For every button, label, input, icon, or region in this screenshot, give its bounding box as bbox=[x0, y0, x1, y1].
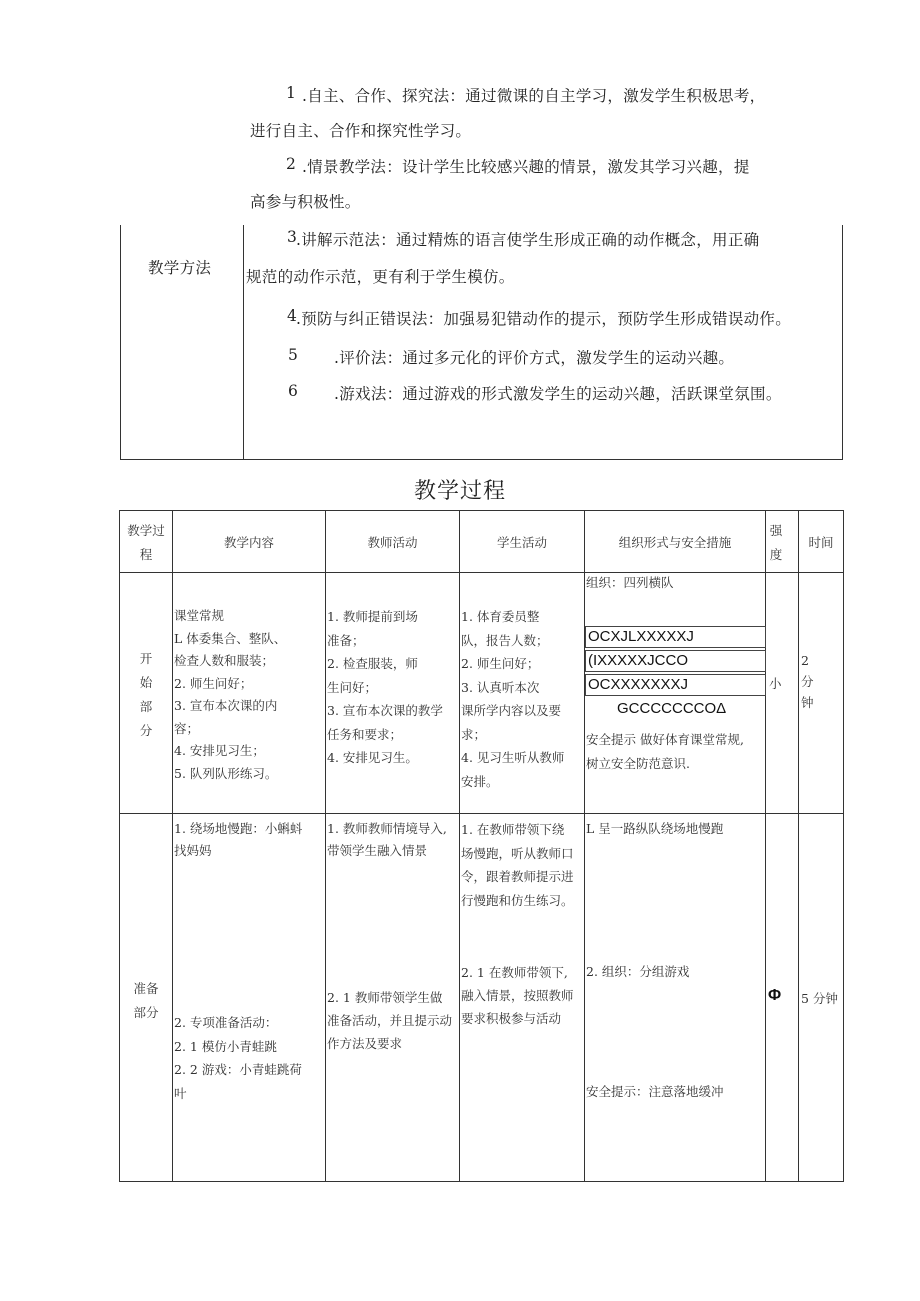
row1-phase-char: 开 bbox=[139, 651, 153, 666]
row2-phase-line: 准备 bbox=[133, 981, 159, 996]
row2-content-line: 找妈妈 bbox=[174, 843, 212, 858]
row1-student-line: 1. 体育委员整 bbox=[461, 609, 540, 624]
row1-time-line: 钟 bbox=[801, 695, 814, 710]
row2-time: 5 分钟 bbox=[801, 991, 838, 1006]
row2-student-line: 场慢跑，听从教师口 bbox=[461, 845, 574, 861]
formation-row-3: OCXXXXXXXJ bbox=[585, 674, 766, 696]
formation-row-2: (IXXXXXJCCO bbox=[585, 650, 766, 672]
row1-teacher bbox=[327, 605, 459, 770]
formation-row-4: GCCCCCCCOΔ bbox=[617, 700, 727, 717]
row2-teacher-a bbox=[327, 818, 461, 862]
table-vline-2 bbox=[325, 510, 326, 1182]
row2-org-b: 2. 组织：分组游戏 bbox=[586, 964, 690, 979]
row2-teacher-line: 准备活动，并且提示动 bbox=[327, 1013, 453, 1028]
header-phase-l1: 教学过 bbox=[127, 523, 165, 538]
row2-content-line: 2. 1 模仿小青蛙跳 bbox=[174, 1038, 277, 1054]
row2-intensity: Φ bbox=[768, 987, 782, 1004]
table-vline-1 bbox=[172, 510, 173, 1182]
row1-content-line: 2. 师生问好； bbox=[174, 675, 253, 691]
row1-student-line: 求； bbox=[461, 726, 487, 742]
row2-student-line: 令，跟着教师提示进 bbox=[461, 869, 574, 884]
header-org: 组织形式与安全措施 bbox=[618, 535, 732, 550]
header-teacher: 教师活动 bbox=[367, 535, 418, 550]
row1-phase-char: 分 bbox=[139, 723, 153, 738]
row1-content-line: 3. 宣布本次课的内 bbox=[174, 698, 278, 713]
method-6-num: 6 bbox=[288, 382, 299, 400]
row1-teacher-line: 任务和要求； bbox=[327, 726, 403, 742]
row2-teacher-b bbox=[327, 986, 461, 1055]
row1-time-line: 分 bbox=[801, 674, 814, 689]
row1-student-line: 3. 认真听本次 bbox=[461, 679, 540, 695]
row1-teacher-line: 准备； bbox=[327, 632, 365, 648]
row2-content-line: 1. 绕场地慢跑：小蝌蚪 bbox=[174, 821, 303, 836]
methods-label: 教学方法 bbox=[148, 259, 212, 277]
header-student: 学生活动 bbox=[496, 535, 547, 550]
row2-teacher-line: 作方法及要求 bbox=[327, 1036, 403, 1051]
method-4-line1: .预防与纠正错误法：加强易犯错动作的提示，预防学生形成错误动作。 bbox=[296, 310, 792, 328]
row2-content-line: 叶 bbox=[174, 1085, 187, 1101]
methods-frame-left bbox=[120, 225, 121, 460]
row1-intensity: 小 bbox=[769, 676, 782, 691]
process-title: 教学过程 bbox=[413, 479, 506, 504]
row1-safety-line: 树立安全防范意识. bbox=[586, 756, 690, 771]
row2-student-line: 行慢跑和仿生练习。 bbox=[461, 892, 574, 908]
header-phase-l2: 程 bbox=[139, 547, 153, 562]
row1-phase bbox=[120, 647, 172, 743]
row2-content-b bbox=[174, 1011, 324, 1105]
header-intensity-l2: 度 bbox=[769, 547, 783, 562]
method-1-line2: 进行自主、合作和探究性学习。 bbox=[250, 122, 472, 140]
method-2-line1: .情景教学法：设计学生比较感兴趣的情景，激发其学习兴趣，提 bbox=[302, 158, 750, 176]
row1-safety-line: 安全提示 做好体育课堂常规, bbox=[586, 732, 744, 747]
row2-content-line: 2. 专项准备活动： bbox=[174, 1015, 278, 1030]
row1-time-line: 2 bbox=[801, 653, 809, 668]
row2-phase-line: 部分 bbox=[133, 1005, 159, 1020]
row2-teacher-line: 1. 教师教师情境导入, bbox=[327, 821, 447, 836]
method-4-num: 4 bbox=[287, 307, 298, 325]
row2-phase bbox=[120, 977, 172, 1025]
methods-frame-divider bbox=[243, 225, 244, 460]
table-line-row1-bottom bbox=[119, 813, 844, 814]
table-vline-7 bbox=[843, 510, 844, 1182]
method-3-line1: .讲解示范法：通过精炼的语言使学生形成正确的动作概念，用正确 bbox=[296, 231, 760, 249]
row1-teacher-line: 1. 教师提前到场 bbox=[327, 609, 418, 624]
row1-content-line: 4. 安排见习生； bbox=[174, 743, 265, 758]
row2-student-line: 融入情景，按照教师 bbox=[461, 988, 574, 1003]
table-vline-0 bbox=[119, 510, 120, 1182]
method-1-line1: .自主、合作、探究法：通过微课的自主学习，激发学生积极思考， bbox=[302, 87, 766, 105]
methods-frame-right bbox=[842, 225, 843, 460]
row2-student-line: 2. 1 在教师带领下, bbox=[461, 965, 568, 980]
row2-student-line: 1. 在教师带领下绕 bbox=[461, 822, 565, 837]
method-2-line2: 高参与积极性。 bbox=[250, 193, 361, 211]
row1-teacher-line: 3. 宣布本次课的教学 bbox=[327, 703, 443, 718]
method-6-line1: .游戏法：通过游戏的形式激发学生的运动兴趣，活跃课堂氛围。 bbox=[334, 385, 782, 403]
row1-content-line: 5. 队列队形练习。 bbox=[174, 765, 278, 781]
row2-org-a: L 呈一路纵队绕场地慢跑 bbox=[586, 821, 724, 836]
row1-teacher-line: 2. 检查服装，师 bbox=[327, 656, 418, 671]
row2-content-line: 2. 2 游戏：小青蛙跳荷 bbox=[174, 1062, 302, 1077]
table-line-header-bottom bbox=[119, 572, 844, 573]
row1-student bbox=[461, 605, 585, 793]
row1-student-line: 课所学内容以及要 bbox=[461, 703, 562, 718]
row1-student-line: 4. 见习生听从教师 bbox=[461, 750, 565, 765]
table-line-bottom bbox=[119, 1181, 844, 1182]
row2-teacher-line: 带领学生融入情景 bbox=[327, 843, 428, 858]
row2-teacher-line: 2. 1 教师带领学生做 bbox=[327, 990, 443, 1005]
row1-student-line: 2. 师生问好； bbox=[461, 656, 540, 671]
row1-content-line: L 体委集合、整队、 bbox=[174, 630, 287, 646]
row2-student-line: 要求积极参与活动 bbox=[461, 1011, 562, 1026]
row1-content-line: 课堂常规 bbox=[174, 608, 225, 623]
row1-time bbox=[801, 650, 814, 713]
method-2-num: 2 bbox=[286, 155, 297, 173]
formation-row-1: OCXJLXXXXXJ bbox=[585, 626, 766, 648]
row1-student-line: 队，报告人数； bbox=[461, 632, 549, 648]
header-time: 时间 bbox=[808, 535, 834, 550]
row1-teacher-line: 生问好； bbox=[327, 679, 378, 695]
row1-content-line: 容； bbox=[174, 720, 200, 736]
method-3-num: 3 bbox=[287, 228, 298, 246]
table-vline-5 bbox=[765, 510, 766, 1182]
method-1-num: 1 bbox=[286, 84, 297, 102]
method-5-num: 5 bbox=[288, 346, 299, 364]
method-5-line1: .评价法：通过多元化的评价方式，激发学生的运动兴趣。 bbox=[334, 349, 735, 367]
table-line-top bbox=[119, 510, 844, 511]
row2-content-a bbox=[174, 818, 324, 862]
row2-student-b bbox=[461, 961, 587, 1030]
row1-phase-char: 部 bbox=[139, 699, 153, 714]
row1-teacher-line: 4. 安排见习生。 bbox=[327, 750, 418, 765]
header-content: 教学内容 bbox=[223, 535, 274, 550]
methods-frame-bottom bbox=[120, 459, 843, 460]
row2-student-a bbox=[461, 818, 587, 912]
row2-org-c: 安全提示：注意落地缓冲 bbox=[586, 1084, 724, 1099]
row1-org-label: 组织：四列横队 bbox=[586, 575, 674, 590]
row1-content-line: 检查人数和服装； bbox=[174, 653, 275, 668]
row1-content bbox=[174, 605, 324, 785]
header-intensity-l1: 强 bbox=[769, 523, 783, 538]
row1-student-line: 安排。 bbox=[461, 773, 499, 789]
table-vline-6 bbox=[798, 510, 799, 1182]
row1-safety bbox=[586, 728, 768, 776]
method-3-line2: 规范的动作示范，更有利于学生模仿。 bbox=[246, 268, 515, 286]
row1-phase-char: 始 bbox=[139, 675, 153, 690]
